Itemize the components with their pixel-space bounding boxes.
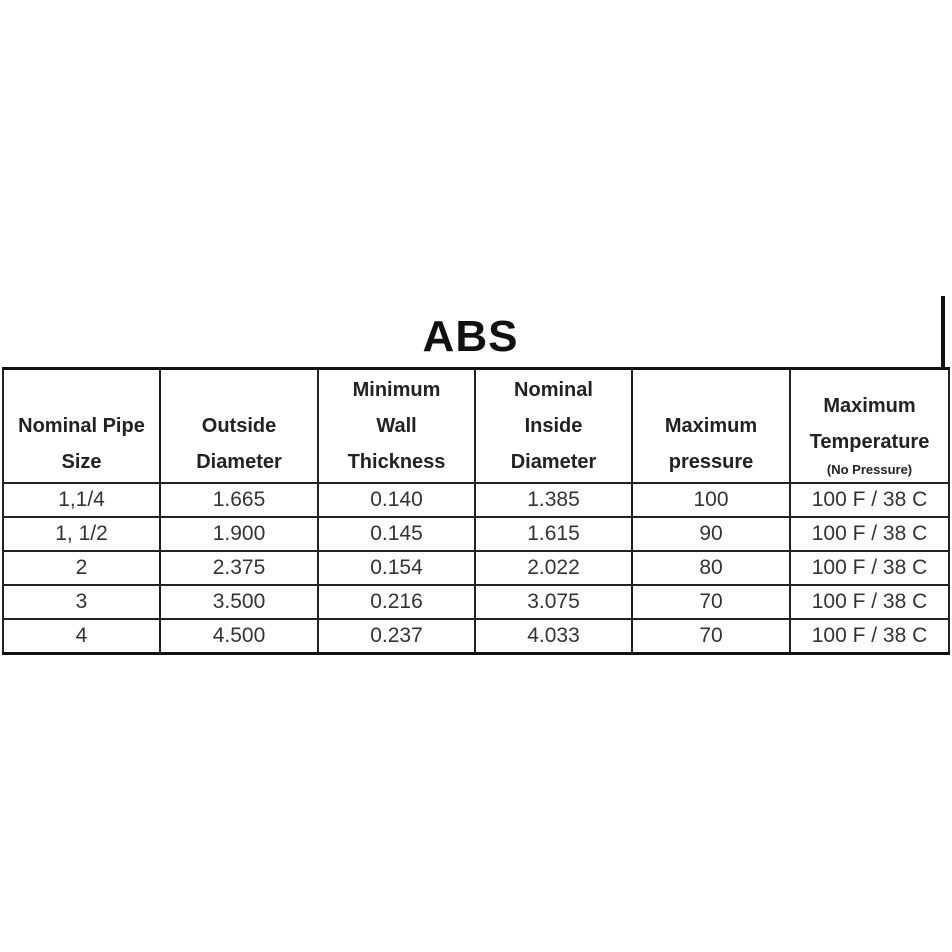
cell-wall: 0.140 bbox=[318, 483, 475, 517]
header-nominal-pipe-size: Nominal Pipe Size bbox=[3, 369, 160, 484]
header-max-temperature: Maximum Temperature (No Pressure) bbox=[790, 369, 949, 484]
header-no-pressure-note: (No Pressure) bbox=[826, 462, 913, 477]
cell-wall: 0.216 bbox=[318, 585, 475, 619]
table-row bbox=[3, 619, 949, 654]
cell-id: 1.385 bbox=[475, 483, 632, 517]
table-title-row bbox=[0, 296, 945, 367]
table-row bbox=[3, 517, 949, 551]
table-title: ABS bbox=[422, 311, 519, 361]
cell-size: 1, 1/2 bbox=[3, 517, 160, 551]
cell-temp: 100 F / 38 C bbox=[790, 619, 949, 654]
table-row bbox=[3, 483, 949, 517]
cell-id: 4.033 bbox=[475, 619, 632, 654]
cell-id: 1.615 bbox=[475, 517, 632, 551]
cell-id: 3.075 bbox=[475, 585, 632, 619]
cell-od: 3.500 bbox=[160, 585, 318, 619]
table-row bbox=[3, 551, 949, 585]
header-nominal-inside-diameter: Nominal Inside Diameter bbox=[475, 369, 632, 484]
header-outside-diameter: Outside Diameter bbox=[160, 369, 318, 484]
cell-wall: 0.145 bbox=[318, 517, 475, 551]
cell-pressure: 70 bbox=[632, 619, 790, 654]
cell-od: 1.665 bbox=[160, 483, 318, 517]
cell-size: 2 bbox=[3, 551, 160, 585]
cell-size: 3 bbox=[3, 585, 160, 619]
cell-size: 1,1/4 bbox=[3, 483, 160, 517]
abs-pipe-spec-table bbox=[2, 367, 950, 655]
cell-temp: 100 F / 38 C bbox=[790, 551, 949, 585]
header-max-pressure: Maximum pressure bbox=[632, 369, 790, 484]
cell-wall: 0.154 bbox=[318, 551, 475, 585]
header-min-wall-thickness: Minimum Wall Thickness bbox=[318, 369, 475, 484]
cell-od: 4.500 bbox=[160, 619, 318, 654]
cell-size: 4 bbox=[3, 619, 160, 654]
cell-pressure: 80 bbox=[632, 551, 790, 585]
cell-temp: 100 F / 38 C bbox=[790, 585, 949, 619]
cell-od: 2.375 bbox=[160, 551, 318, 585]
header-row bbox=[3, 369, 949, 484]
cell-id: 2.022 bbox=[475, 551, 632, 585]
cell-temp: 100 F / 38 C bbox=[790, 483, 949, 517]
table-row bbox=[3, 585, 949, 619]
cell-wall: 0.237 bbox=[318, 619, 475, 654]
cell-pressure: 70 bbox=[632, 585, 790, 619]
cell-pressure: 100 bbox=[632, 483, 790, 517]
cell-temp: 100 F / 38 C bbox=[790, 517, 949, 551]
cell-od: 1.900 bbox=[160, 517, 318, 551]
cell-pressure: 90 bbox=[632, 517, 790, 551]
